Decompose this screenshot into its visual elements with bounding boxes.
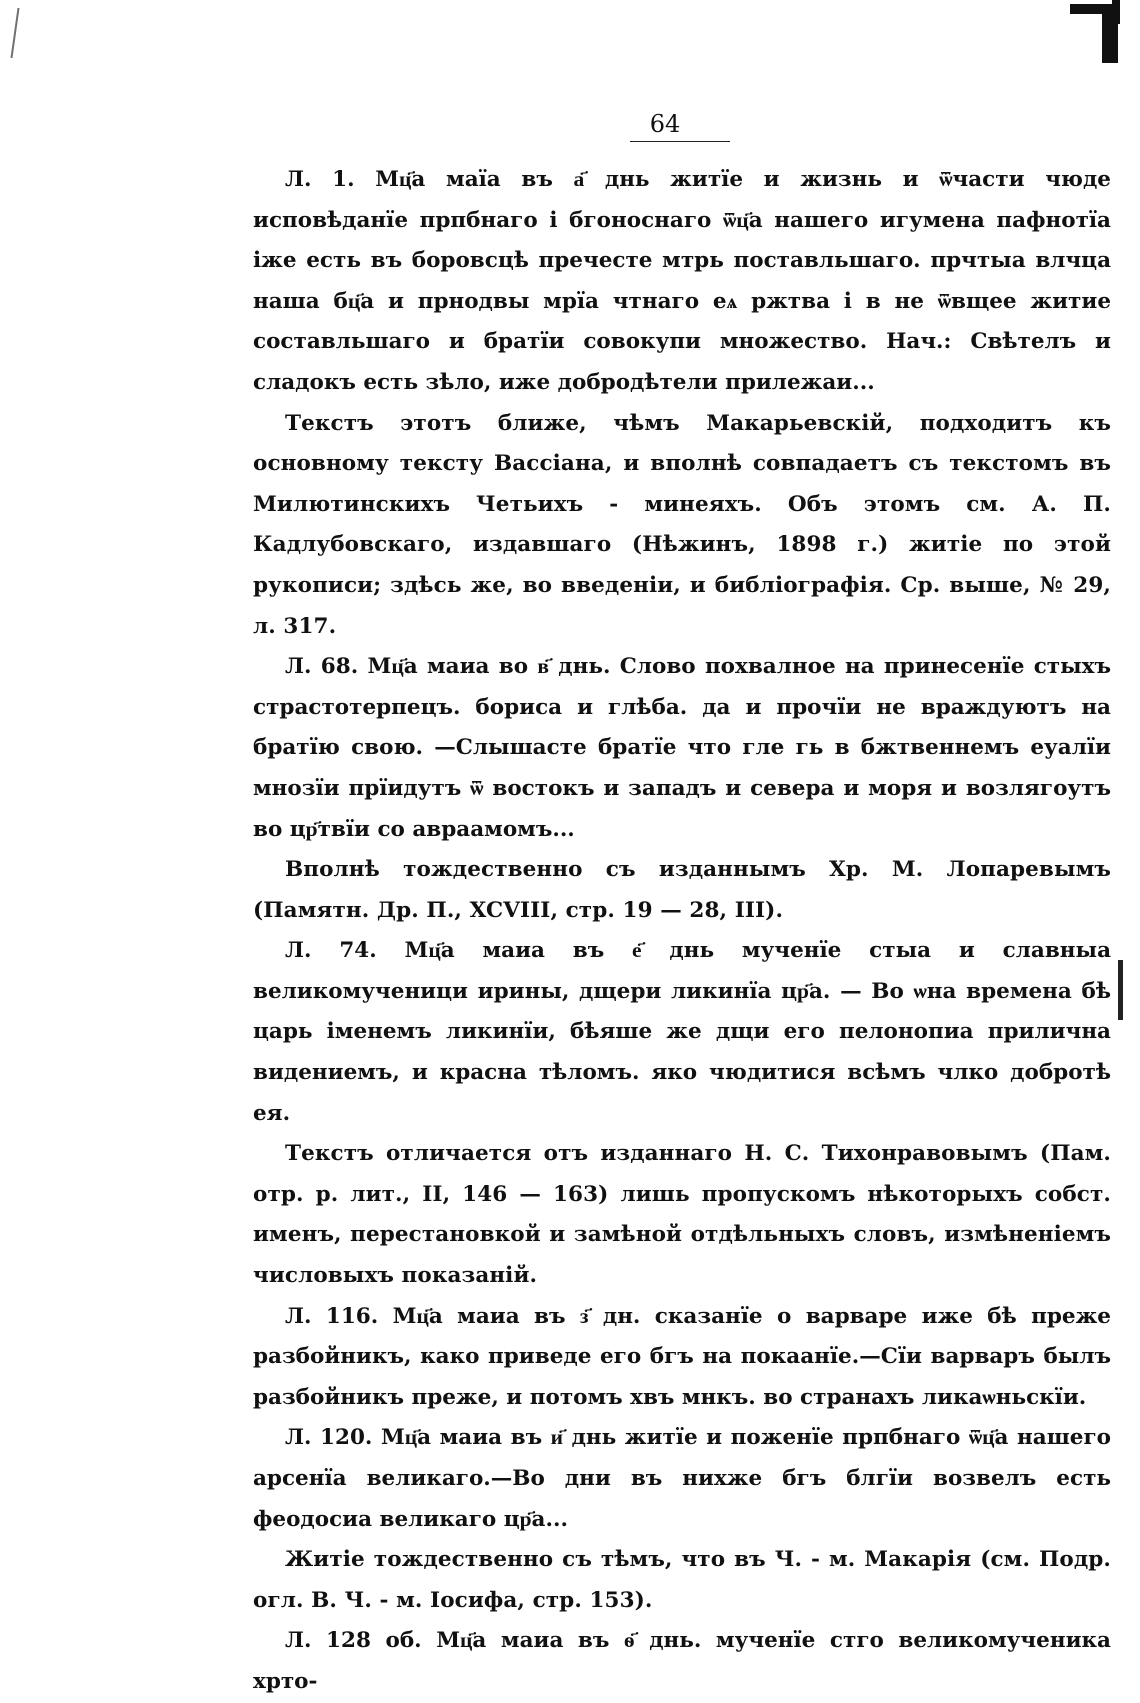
entry-leaf-1: Л. 1. Мц҃а маїа въ а҃ днь житїе и жизнь и ѿчасти чюде исповѣданїе прпбнаго і бгоноснаго ѿц҃а нашего игумена пафнотїа іже есть въ боровсцѣ пречесте мтрь поставльшаго. прчтыа влчца наша бц҃а и прнодвы мрїа чтнаго еѧ ржтва і в не ѿвщее житие составльшаго и братїи совокупи множество. Нач.: Свѣтелъ и сладокъ есть зѣло, иже добродѣтели прилежаи... [253,167,1111,395]
commentary-leaf-68: Вполнѣ тождественно съ изданнымъ Хр. М. Лопаревымъ (Памятн. Др. П., XCVIII, стр. 19 — 28, III). [253,857,1111,923]
page-body [253,160,1111,1703]
commentary-leaf-1: Текстъ этотъ ближе, чѣмъ Макарьевскій, подходитъ къ основному тексту Вассіана, и вполнѣ совпадаетъ съ текстомъ въ Милютинскихъ Четьихъ - минеяхъ. Объ этомъ см. А. П. Кадлубовскаго, издавшаго (Нѣжинъ, 1898 г.) житіе по этой рукописи; здѣсь же, во введеніи, и библіографія. Ср. выше, № 29, л. 317. [253,410,1111,639]
edge-scan-artifact [1118,960,1123,1020]
page-number: 64 [649,110,681,138]
commentary-leaf-74: Текстъ отличается отъ изданнаго Н. С. Тихонравовымъ (Пам. отр. р. лит., II, 146 — 163) лишь пропускомъ нѣкоторыхъ собст. именъ, перестановкой и замѣной отдѣльныхъ словъ, измѣненіемъ числовыхъ показаній. [253,1141,1111,1289]
entry-leaf-68: Л. 68. Мц҃а маиа во в҃ днь. Слово похвалное на принесенїе стыхъ страстотерпецъ. бориса и глѣба. да и прочїи не враждуютъ на братїю свою. —Слышасте братїе что гле гь в бжтвеннемъ еуалїи мнозїи прїидутъ ѿ востокъ и западъ и севера и моря и возлягоутъ во цр҃твїи со авраамомъ... [253,654,1111,842]
corner-scan-artifact [1070,0,1140,70]
entry-leaf-128: Л. 128 об. Мц҃а маиа въ ѳ҃ днь. мученїе стго великомученика хрто- [253,1628,1111,1694]
entry-leaf-120: Л. 120. Мц҃а маиа въ и҃ днь житїе и поженїе прпбнаго ѿц҃а нашего арсенїа великаго.—Во дни въ нихже бгъ блгїи возвелъ есть феодосиа великаго цр҃а... [253,1425,1111,1532]
entry-leaf-116: Л. 116. Мц҃а маиа въ з҃ дн. сказанїе о варваре иже бѣ преже разбойникъ, како приведе его бгъ на покаанїе.—Сїи варваръ былъ разбойникъ преже, и потомъ хвъ мнкъ. во странахъ ликаѡньскїи. [253,1303,1111,1410]
scan-mark [10,8,21,58]
commentary-leaf-120: Житіе тождественно съ тѣмъ, что въ Ч. - м. Макарія (см. Подр. огл. В. Ч. - м. Іосифа, стр. 153). [253,1547,1111,1613]
page-number-rule [630,141,730,142]
entry-leaf-74: Л. 74. Мц҃а маиа въ е҃ днь мученїе стыа и славныа великомученици ирины, дщери ликинїа цр҃а. — Во ѡна времена бѣ царь іменемъ ликинїи, бѣяше же дщи его пелонопиа прилична видениемъ, и красна тѣломъ. яко чюдитися всѣмъ члко добротѣ ея. [253,938,1111,1126]
